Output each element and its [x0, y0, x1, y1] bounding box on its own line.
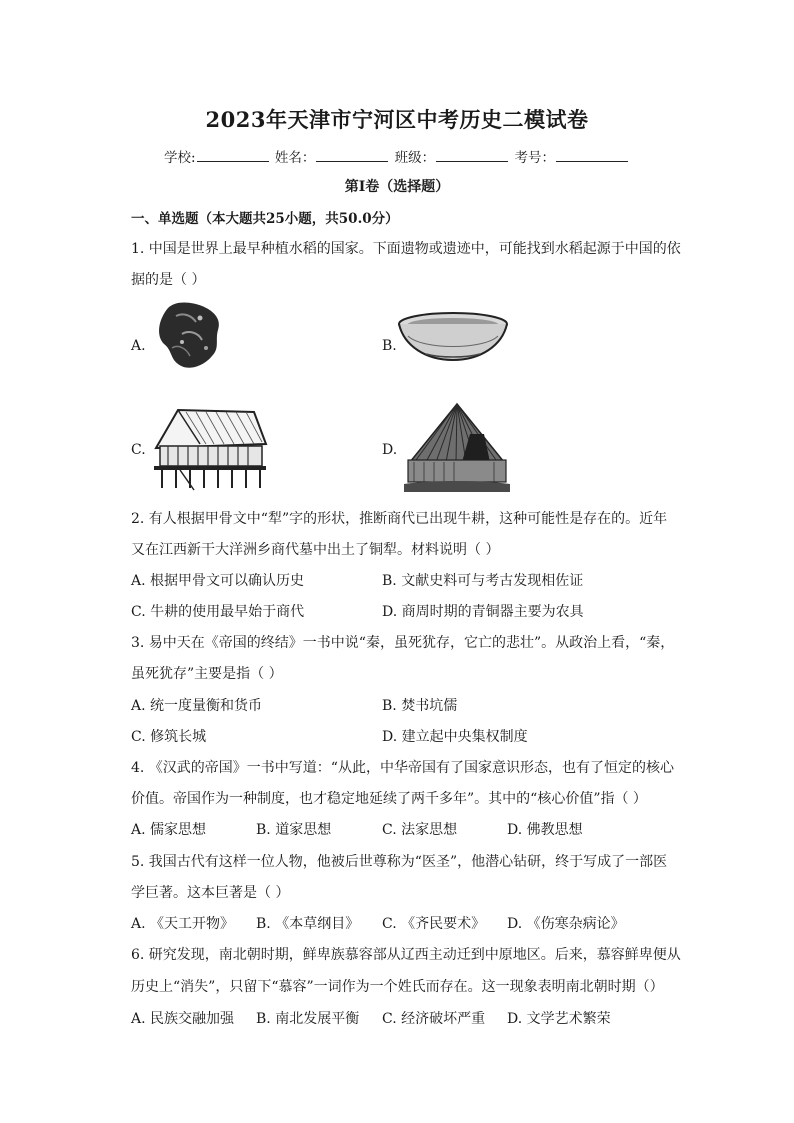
q6-option-a[interactable]: A. 民族交融加强 [131, 1011, 235, 1027]
charred-rice-grain-image [152, 298, 224, 374]
q4-stem-line1: 4. 《汉武的帝国》一书中写道：“从此，中华帝国有了国家意识形态，也有了恒定的核心 [131, 760, 674, 776]
q3-option-a[interactable]: A. 统一度量衡和货币 [131, 698, 263, 714]
q2-option-d[interactable]: D. 商周时期的青铜器主要为农具 [382, 604, 584, 620]
q3-stem-line2: 虽死犹存”主要是指（ ） [131, 666, 283, 682]
q6-option-b[interactable]: B. 南北发展平衡 [256, 1011, 360, 1027]
q4-option-c[interactable]: C. 法家思想 [382, 822, 458, 838]
q4-option-b[interactable]: B. 道家思想 [256, 822, 332, 838]
exam-no-label: 考号： [514, 150, 555, 166]
section-heading: 一、单选题（本大题共25小题，共50.0分） [131, 211, 399, 227]
q3-option-b[interactable]: B. 焚书坑儒 [382, 698, 458, 714]
semi-subterranean-hut-image [402, 400, 512, 496]
q1-option-c-label[interactable]: C. [131, 442, 146, 458]
q6-stem-line2: 历史上“消失”，只留下“慕容”一词作为一个姓氏而存在。这一现象表明南北朝时期（） [131, 979, 664, 995]
stilt-house-image [150, 404, 270, 492]
q6-option-d[interactable]: D. 文学艺术繁荣 [507, 1011, 611, 1027]
q4-option-d[interactable]: D. 佛教思想 [507, 822, 583, 838]
q1-option-a-label[interactable]: A. [131, 338, 146, 354]
q4-option-a[interactable]: A. 儒家思想 [131, 822, 207, 838]
q6-stem-line1: 6. 研究发现，南北朝时期，鲜卑族慕容部从辽西主动迁到中原地区。后来，慕容鲜卑便从 [131, 947, 681, 963]
q5-option-d[interactable]: D. 《伤寒杂病论》 [507, 916, 625, 932]
student-info-line [0, 146, 794, 166]
q2-option-b[interactable]: B. 文献史料可与考古发现相佐证 [382, 573, 584, 589]
q3-option-d[interactable]: D. 建立起中央集权制度 [382, 729, 528, 745]
q4-stem-line2: 价值。帝国作为一种制度，也才稳定地延续了两千多年”。其中的“核心价值”指（ ） [131, 791, 647, 807]
q2-option-a[interactable]: A. 根据甲骨文可以确认历史 [131, 573, 305, 589]
name-label: 姓名： [274, 150, 316, 166]
school-blank[interactable] [197, 149, 269, 162]
pottery-bowl-image [396, 310, 510, 364]
q5-option-a[interactable]: A. 《天工开物》 [131, 916, 235, 932]
q3-stem-line1: 3. 易中天在《帝国的终结》一书中说“秦，虽死犹存，它亡的悲壮”。从政治上看，“秦， [131, 635, 675, 651]
q1-stem-line2: 据的是（ ） [131, 272, 206, 288]
exam-no-blank[interactable] [556, 149, 628, 162]
q1-option-d-label[interactable]: D. [382, 442, 398, 458]
q5-option-b[interactable]: B. 《本草纲目》 [256, 916, 360, 932]
q6-option-c[interactable]: C. 经济破坏严重 [382, 1011, 486, 1027]
name-blank[interactable] [316, 149, 388, 162]
q2-stem-line1: 2. 有人根据甲骨文中“犁”字的形状，推断商代已出现牛耕，这种可能性是存在的。近年 [131, 511, 668, 527]
class-label: 班级： [394, 150, 436, 166]
q5-stem-line2: 学巨著。这本巨著是（ ） [131, 885, 290, 901]
q1-stem-line1: 1. 中国是世界上最早种植水稻的国家。下面遗物或遗迹中，可能找到水稻起源于中国的依 [131, 241, 681, 257]
class-blank[interactable] [436, 149, 508, 162]
exam-title: 2023年天津市宁河区中考历史二模试卷 [205, 107, 589, 132]
school-label: 学校: [164, 150, 196, 166]
q5-option-c[interactable]: C. 《齐民要术》 [382, 916, 486, 932]
volume-heading: 第Ⅰ卷（选择题） [344, 179, 450, 195]
q5-stem-line1: 5. 我国古代有这样一位人物，他被后世尊称为“医圣”，他潜心钻研，终于写成了一部医 [131, 854, 668, 870]
q2-option-c[interactable]: C. 牛耕的使用最早始于商代 [131, 604, 305, 620]
q1-option-b-label[interactable]: B. [382, 338, 397, 354]
q3-option-c[interactable]: C. 修筑长城 [131, 729, 207, 745]
q2-stem-line2: 又在江西新干大洋洲乡商代墓中出土了铜犁。材料说明（ ） [131, 542, 500, 558]
